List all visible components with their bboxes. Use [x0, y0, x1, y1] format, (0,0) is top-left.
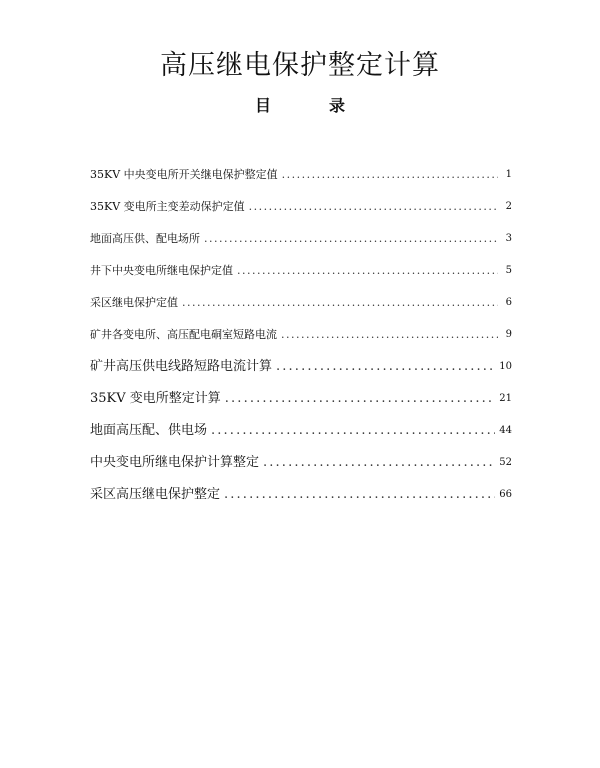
- toc-entry-label: 井下中央变电所继电保护定值: [90, 264, 233, 277]
- toc-entry-page: 52: [499, 457, 512, 468]
- toc-entry-page: 5: [505, 265, 512, 276]
- toc-dot-leader: [204, 230, 498, 248]
- toc-dot-leader: [276, 358, 495, 376]
- toc-entry-label: 矿井各变电所、高压配电硐室短路电流: [90, 328, 277, 341]
- toc-heading-left: 目: [255, 96, 272, 115]
- toc-entry-page: 2: [505, 201, 512, 212]
- toc-dot-leader: [224, 486, 495, 504]
- toc-dot-leader: [225, 390, 495, 408]
- toc-entry[interactable]: [90, 344, 512, 376]
- toc-entry-label: 地面高压配、供电场: [90, 423, 208, 438]
- toc-heading: [0, 94, 600, 118]
- toc-entry[interactable]: [90, 440, 512, 472]
- toc-entry-page: 66: [499, 489, 512, 500]
- toc-dot-leader: [249, 198, 498, 216]
- toc-entry-label: 采区继电保护定值: [90, 296, 178, 309]
- toc-dot-leader: [281, 326, 498, 344]
- toc-entry-label: 35KV 变电所主变差动保护定值: [90, 200, 245, 213]
- toc-entry[interactable]: [90, 152, 512, 184]
- toc-entry-label: 采区高压继电保护整定: [90, 487, 221, 502]
- toc-entry-page: 10: [499, 361, 512, 372]
- toc-entry[interactable]: [90, 408, 512, 440]
- toc-entry[interactable]: [90, 216, 512, 248]
- document-title: 高压继电保护整定计算: [160, 50, 440, 81]
- toc-entry-page: 3: [505, 233, 512, 244]
- toc-dot-leader: [282, 166, 498, 184]
- table-of-contents: [90, 152, 512, 504]
- toc-entry[interactable]: [90, 376, 512, 408]
- toc-entry-label: 地面高压供、配电场所: [90, 232, 200, 245]
- toc-dot-leader: [237, 262, 498, 280]
- toc-entry-page: 21: [499, 393, 512, 404]
- toc-entry-page: 9: [505, 329, 512, 340]
- toc-entry[interactable]: [90, 184, 512, 216]
- toc-entry-label: 35KV 中央变电所开关继电保护整定值: [90, 168, 278, 181]
- toc-entry-label: 中央变电所继电保护计算整定: [90, 455, 260, 470]
- toc-entry-page: 1: [505, 169, 512, 180]
- toc-heading-right: 录: [329, 96, 346, 115]
- toc-entry-label: 35KV 变电所整定计算: [90, 391, 221, 406]
- toc-dot-leader: [263, 454, 495, 472]
- toc-entry[interactable]: [90, 280, 512, 312]
- toc-entry[interactable]: [90, 472, 512, 504]
- toc-dot-leader: [211, 422, 495, 440]
- toc-entry-label: 矿井高压供电线路短路电流计算: [90, 359, 273, 374]
- toc-entry-page: 44: [499, 425, 512, 436]
- toc-entry-page: 6: [505, 297, 512, 308]
- toc-entry[interactable]: [90, 312, 512, 344]
- toc-dot-leader: [182, 294, 498, 312]
- toc-entry[interactable]: [90, 248, 512, 280]
